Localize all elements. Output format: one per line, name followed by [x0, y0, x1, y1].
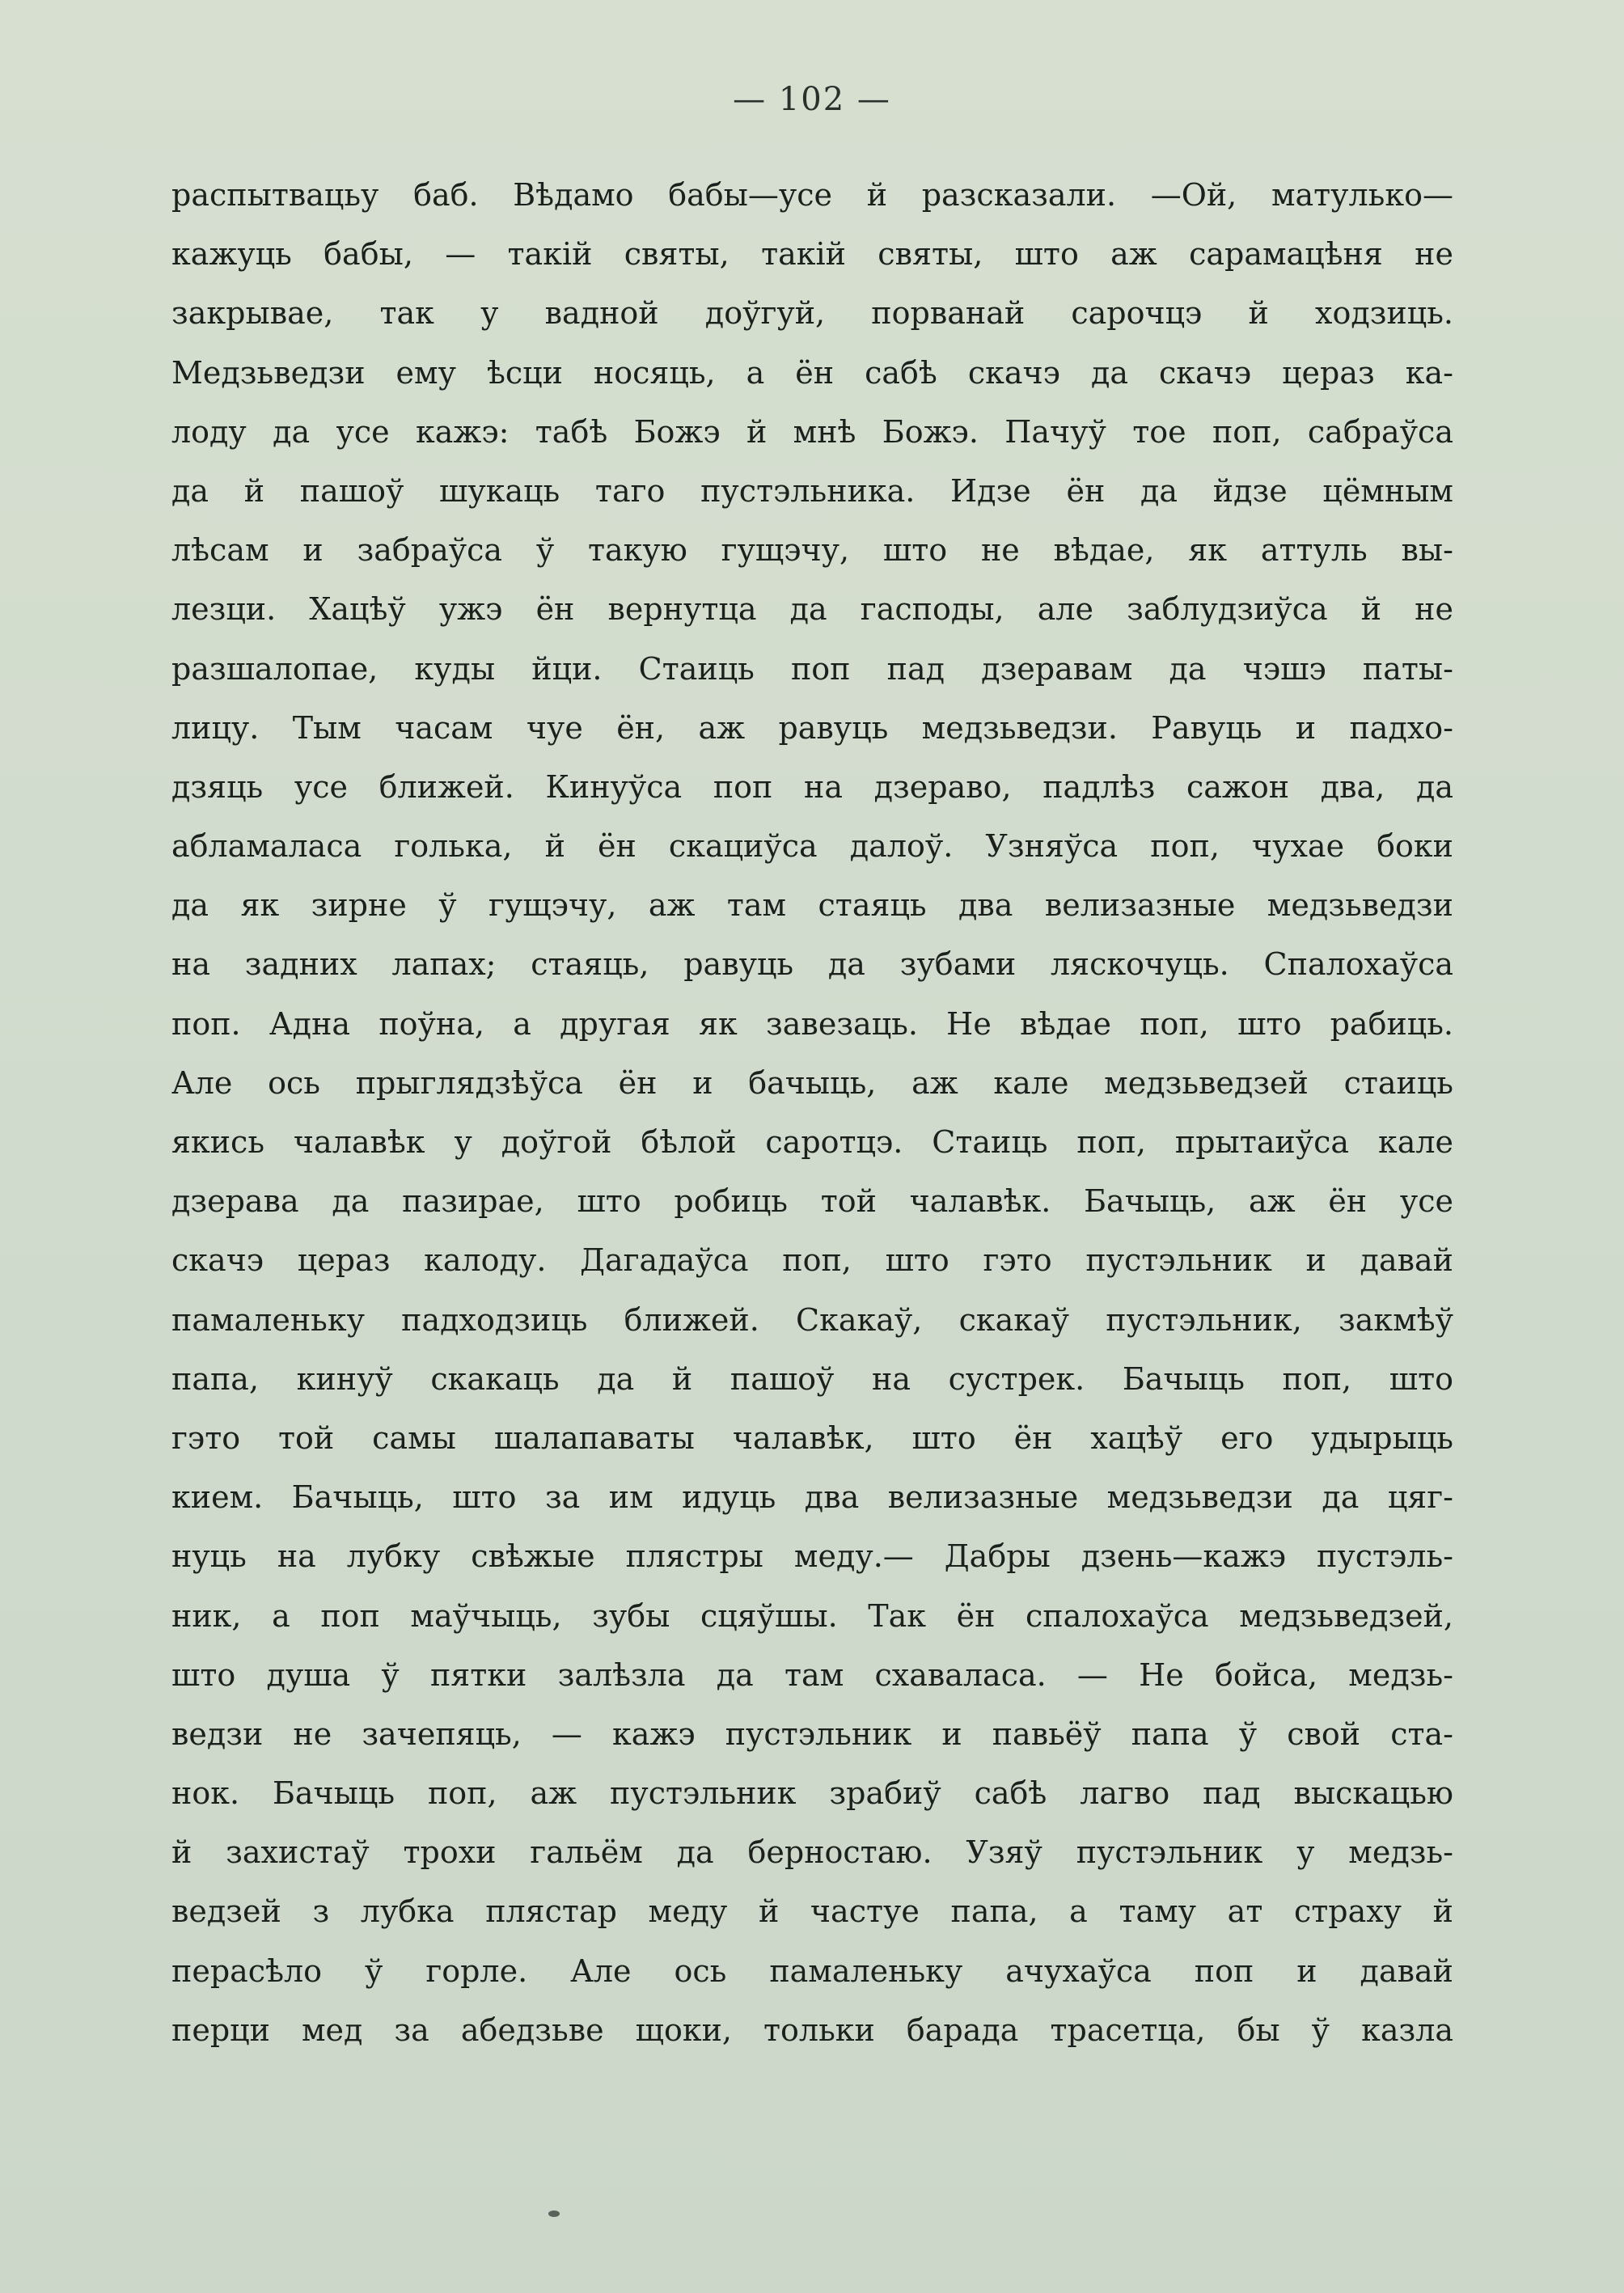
- text-line: на задних лапах; стаяць, равуць да зубами ляскочуць. Спалохаўса: [171, 946, 1453, 983]
- text-line: дзерава да пазирае, што робиць той чалавѣк. Бачыць, аж ён усе: [171, 1183, 1453, 1220]
- text-line: закрывае, так у вадной доўгуй, порванай сарочцэ й ходзиць.: [171, 295, 1453, 332]
- text-line: што душа ў пятки залѣзла да там схаваласа. — Не бойса, медзь-: [171, 1656, 1453, 1693]
- text-line: нок. Бачыць поп, аж пустэльник зрабиў сабѣ лагво пад выскацью: [171, 1775, 1453, 1812]
- text-line: перци мед за абедзьве щоки, тольки барада трасетца, бы ў казла: [171, 2012, 1453, 2048]
- text-line: ведзи не зачепяць, — кажэ пустэльник и павьёў папа ў свой ста-: [171, 1716, 1453, 1752]
- text-line: перасѣло ў горле. Але ось памаленьку ачухаўса поп и давай: [171, 1952, 1453, 1989]
- text-line: скачэ цераз калоду. Дагадаўса поп, што гэто пустэльник и давай: [171, 1242, 1453, 1279]
- text-line: памаленьку падходзиць ближей. Скакаў, скакаў пустэльник, закмѣў: [171, 1301, 1453, 1338]
- ink-speck: [548, 2211, 560, 2217]
- text-line: лоду да усе кажэ: табѣ Божэ й мнѣ Божэ. Пачуў тое поп, сабраўса: [171, 413, 1453, 450]
- text-line: кажуць бабы, — такій святы, такій святы, што аж сарамацѣня не: [171, 236, 1453, 273]
- text-line: кием. Бачыць, што за им идуць два велизазные медзьведзи да цяг-: [171, 1479, 1453, 1516]
- text-line: лезци. Хацѣў ужэ ён вернутца да гасподы, але заблудзиўса й не: [171, 591, 1453, 628]
- text-line: ведзей з лубка плястар меду й частуе папа, а таму ат страху й: [171, 1893, 1453, 1930]
- text-line: й захистаў трохи гальём да берностаю. Узяў пустэльник у медзь-: [171, 1834, 1453, 1871]
- text-body: [171, 166, 1453, 2060]
- text-line: распытвацьу баб. Вѣдамо бабы—усе й разсказали. —Ой, матулько—: [171, 177, 1453, 213]
- page-number: — 102 —: [733, 81, 891, 118]
- text-line: да як зирне ў гущэчу, аж там стаяць два велизазные медзьведзи: [171, 887, 1453, 924]
- text-line: Медзьведзи ему ѣсци носяць, а ён сабѣ скачэ да скачэ цераз ка-: [171, 354, 1453, 391]
- text-line: папа, кинуў скакаць да й пашоў на сустрек. Бачыць поп, што: [171, 1360, 1453, 1397]
- text-line: дзяць усе ближей. Кинуўса поп на дзераво, падлѣз сажон два, да: [171, 768, 1453, 805]
- text-line: якись чалавѣк у доўгой бѣлой саротцэ. Стаиць поп, прытаиўса кале: [171, 1124, 1453, 1160]
- text-line: гэто той самы шалапаваты чалавѣк, што ён хацѣў его удырыць: [171, 1419, 1453, 1456]
- text-line: абламаласа голька, й ён скациўса далоў. Узняўса поп, чухае боки: [171, 828, 1453, 865]
- text-line: поп. Адна поўна, а другая як завезаць. Не вѣдае поп, што рабиць.: [171, 1005, 1453, 1042]
- text-line: Але ось прыглядзѣўса ён и бачыць, аж кале медзьведзей стаиць: [171, 1064, 1453, 1101]
- text-line: разшалопае, куды йци. Стаиць поп пад дзеравам да чэшэ паты-: [171, 650, 1453, 687]
- text-line: лицу. Тым часам чуе ён, аж равуць медзьведзи. Равуць и падхо-: [171, 709, 1453, 746]
- text-line: да й пашоў шукаць таго пустэльника. Идзе ён да йдзе цёмным: [171, 472, 1453, 509]
- text-line: лѣсам и забраўса ў такую гущэчу, што не вѣдае, як аттуль вы-: [171, 532, 1453, 569]
- text-line: ник, а поп маўчыць, зубы сцяўшы. Так ён спалохаўса медзьведзей,: [171, 1597, 1453, 1634]
- text-line: нуць на лубку свѣжые плястры меду.— Дабры дзень—кажэ пустэль-: [171, 1538, 1453, 1575]
